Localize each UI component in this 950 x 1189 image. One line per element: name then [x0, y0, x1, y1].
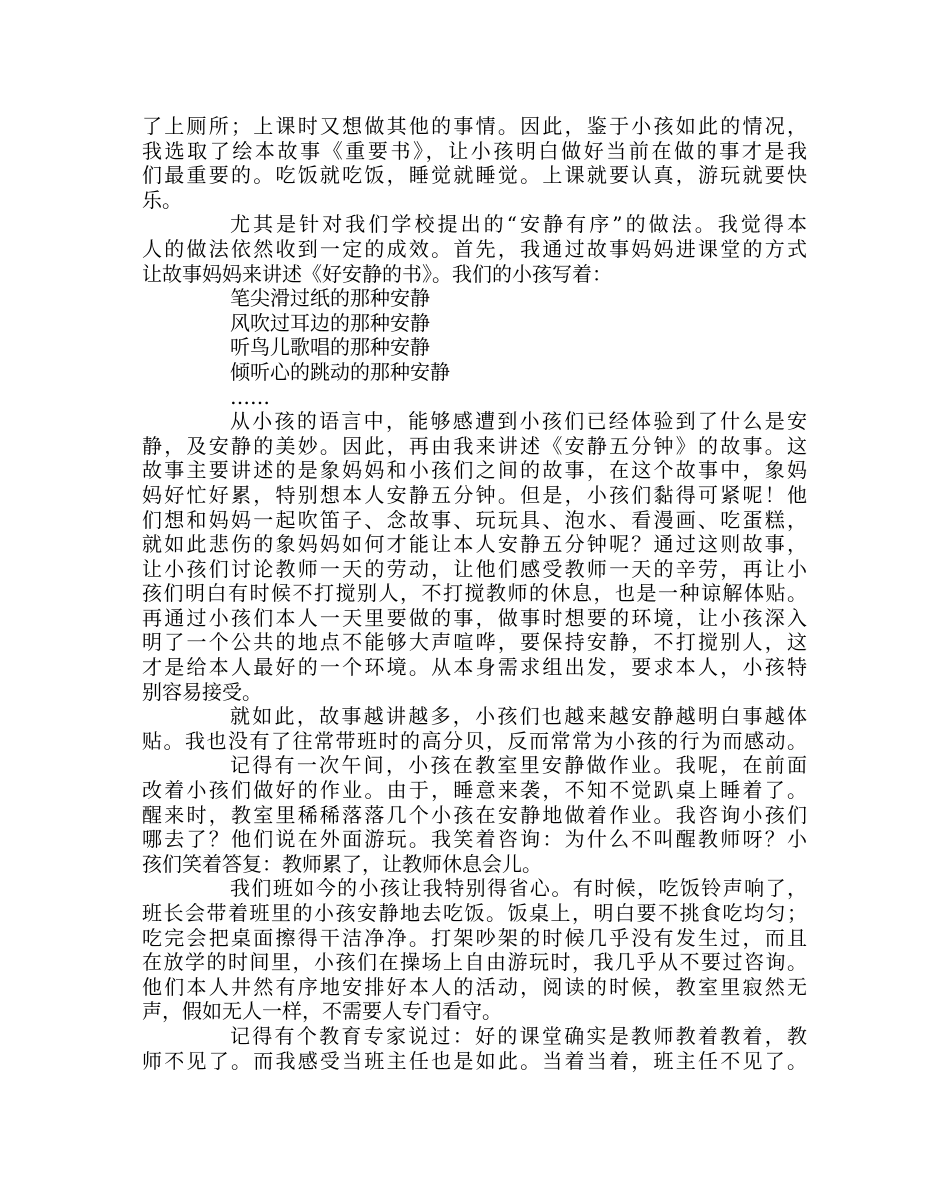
paragraph-line: 在放学的时间里，小孩们在操场上自由游玩时，我几乎从不要过咨询。	[142, 950, 807, 975]
paragraph-line: 我们班如今的小孩让我特别得省心。有时候，吃饭铃声响了，	[230, 876, 807, 901]
paragraph-line: 再通过小孩们本人一天里要做的事，做事时想要的环境，让小孩深入	[142, 605, 807, 630]
paragraph-line: 醒来时，教室里稀稀落落几个小孩在安静地做着作业。我咨询小孩们	[142, 802, 807, 827]
paragraph-line: 师不见了。而我感受当班主任也是如此。当着当着，班主任不见了。	[142, 1048, 807, 1073]
verse-line: 倾听心的跳动的那种安静	[230, 359, 450, 384]
paragraph-line: 了上厕所；上课时又想做其他的事情。因此，鉴于小孩如此的情况，	[142, 114, 807, 138]
verse-ellipsis: ……	[230, 384, 270, 409]
paragraph-line: 静，及安静的美妙。因此，再由我来讲述《安静五分钟》的故事。这	[142, 433, 807, 458]
paragraph-line: 孩们明白有时候不打搅别人，不打搅教师的休息，也是一种谅解体贴。	[142, 581, 807, 606]
paragraph-line: 让故事妈妈来讲述《好安静的书》。我们的小孩写着：	[142, 261, 612, 286]
paragraph-line: 我选取了绘本故事《重要书》，让小孩明白做好当前在做的事才是我	[142, 138, 807, 163]
paragraph-line: 记得有个教育专家说过：好的课堂确实是教师教着教着，教	[230, 1023, 807, 1048]
document-body	[142, 114, 807, 1073]
paragraph-line: 从小孩的语言中，能够感遭到小孩们已经体验到了什么是安	[230, 409, 807, 434]
paragraph-line: 贴。我也没有了往常带班时的高分贝，反而常常为小孩的行为而感动。	[142, 728, 807, 753]
verse-line: 风吹过耳边的那种安静	[230, 310, 430, 335]
paragraph-line: 明了一个公共的地点不能够大声喧哗，要保持安静，不打搅别人，这	[142, 630, 807, 655]
paragraph-line: 尤其是针对我们学校提出的“安静有序”的做法。我觉得本	[230, 212, 807, 237]
paragraph-line: 孩们笑着答复：教师累了，让教师休息会儿。	[142, 851, 542, 876]
paragraph-line: 故事主要讲述的是象妈妈和小孩们之间的故事，在这个故事中，象妈	[142, 458, 807, 483]
paragraph-line: 哪去了？他们说在外面游玩。我笑着咨询：为什么不叫醒教师呀？小	[142, 827, 807, 852]
paragraph-line: 他们本人井然有序地安排好本人的活动，阅读的时候，教室里寂然无	[142, 974, 807, 999]
paragraph-line: 声，假如无人一样，不需要人专门看守。	[142, 999, 502, 1024]
paragraph-line: 才是给本人最好的一个环境。从本身需求组出发，要求本人，小孩特	[142, 655, 807, 680]
paragraph-line: 人的做法依然收到一定的成效。首先，我通过故事妈妈进课堂的方式	[142, 236, 807, 261]
paragraph-line: 就如此悲伤的象妈妈如何才能让本人安静五分钟呢？通过这则故事，	[142, 532, 807, 557]
paragraph-line: 改着小孩们做好的作业。由于，睡意来袭，不知不觉趴桌上睡着了。	[142, 778, 807, 803]
paragraph-line: 们最重要的。吃饭就吃饭，睡觉就睡觉。上课就要认真，游玩就要快	[142, 163, 807, 188]
paragraph-line: 让小孩们讨论教师一天的劳动，让他们感受教师一天的辛劳，再让小	[142, 556, 807, 581]
paragraph-line: 别容易接受。	[142, 679, 262, 704]
paragraph-line: 吃完会把桌面擦得干洁净净。打架吵架的时候几乎没有发生过，而且	[142, 925, 807, 950]
paragraph-line: 们想和妈妈一起吹笛子、念故事、玩玩具、泡水、看漫画、吃蛋糕，	[142, 507, 807, 532]
paragraph-line: 就如此，故事越讲越多，小孩们也越来越安静越明白事越体	[230, 704, 807, 729]
verse-line: 笔尖滑过纸的那种安静	[230, 286, 430, 311]
verse-line: 听鸟儿歌唱的那种安静	[230, 335, 430, 360]
paragraph-line: 妈好忙好累，特别想本人安静五分钟。但是，小孩们黏得可紧呢！他	[142, 482, 807, 507]
paragraph-line: 记得有一次午间，小孩在教室里安静做作业。我呢，在前面	[230, 753, 807, 778]
paragraph-line: 班长会带着班里的小孩安静地去吃饭。饭桌上，明白要不挑食吃均匀；	[142, 901, 807, 925]
paragraph-line: 乐。	[142, 187, 182, 212]
